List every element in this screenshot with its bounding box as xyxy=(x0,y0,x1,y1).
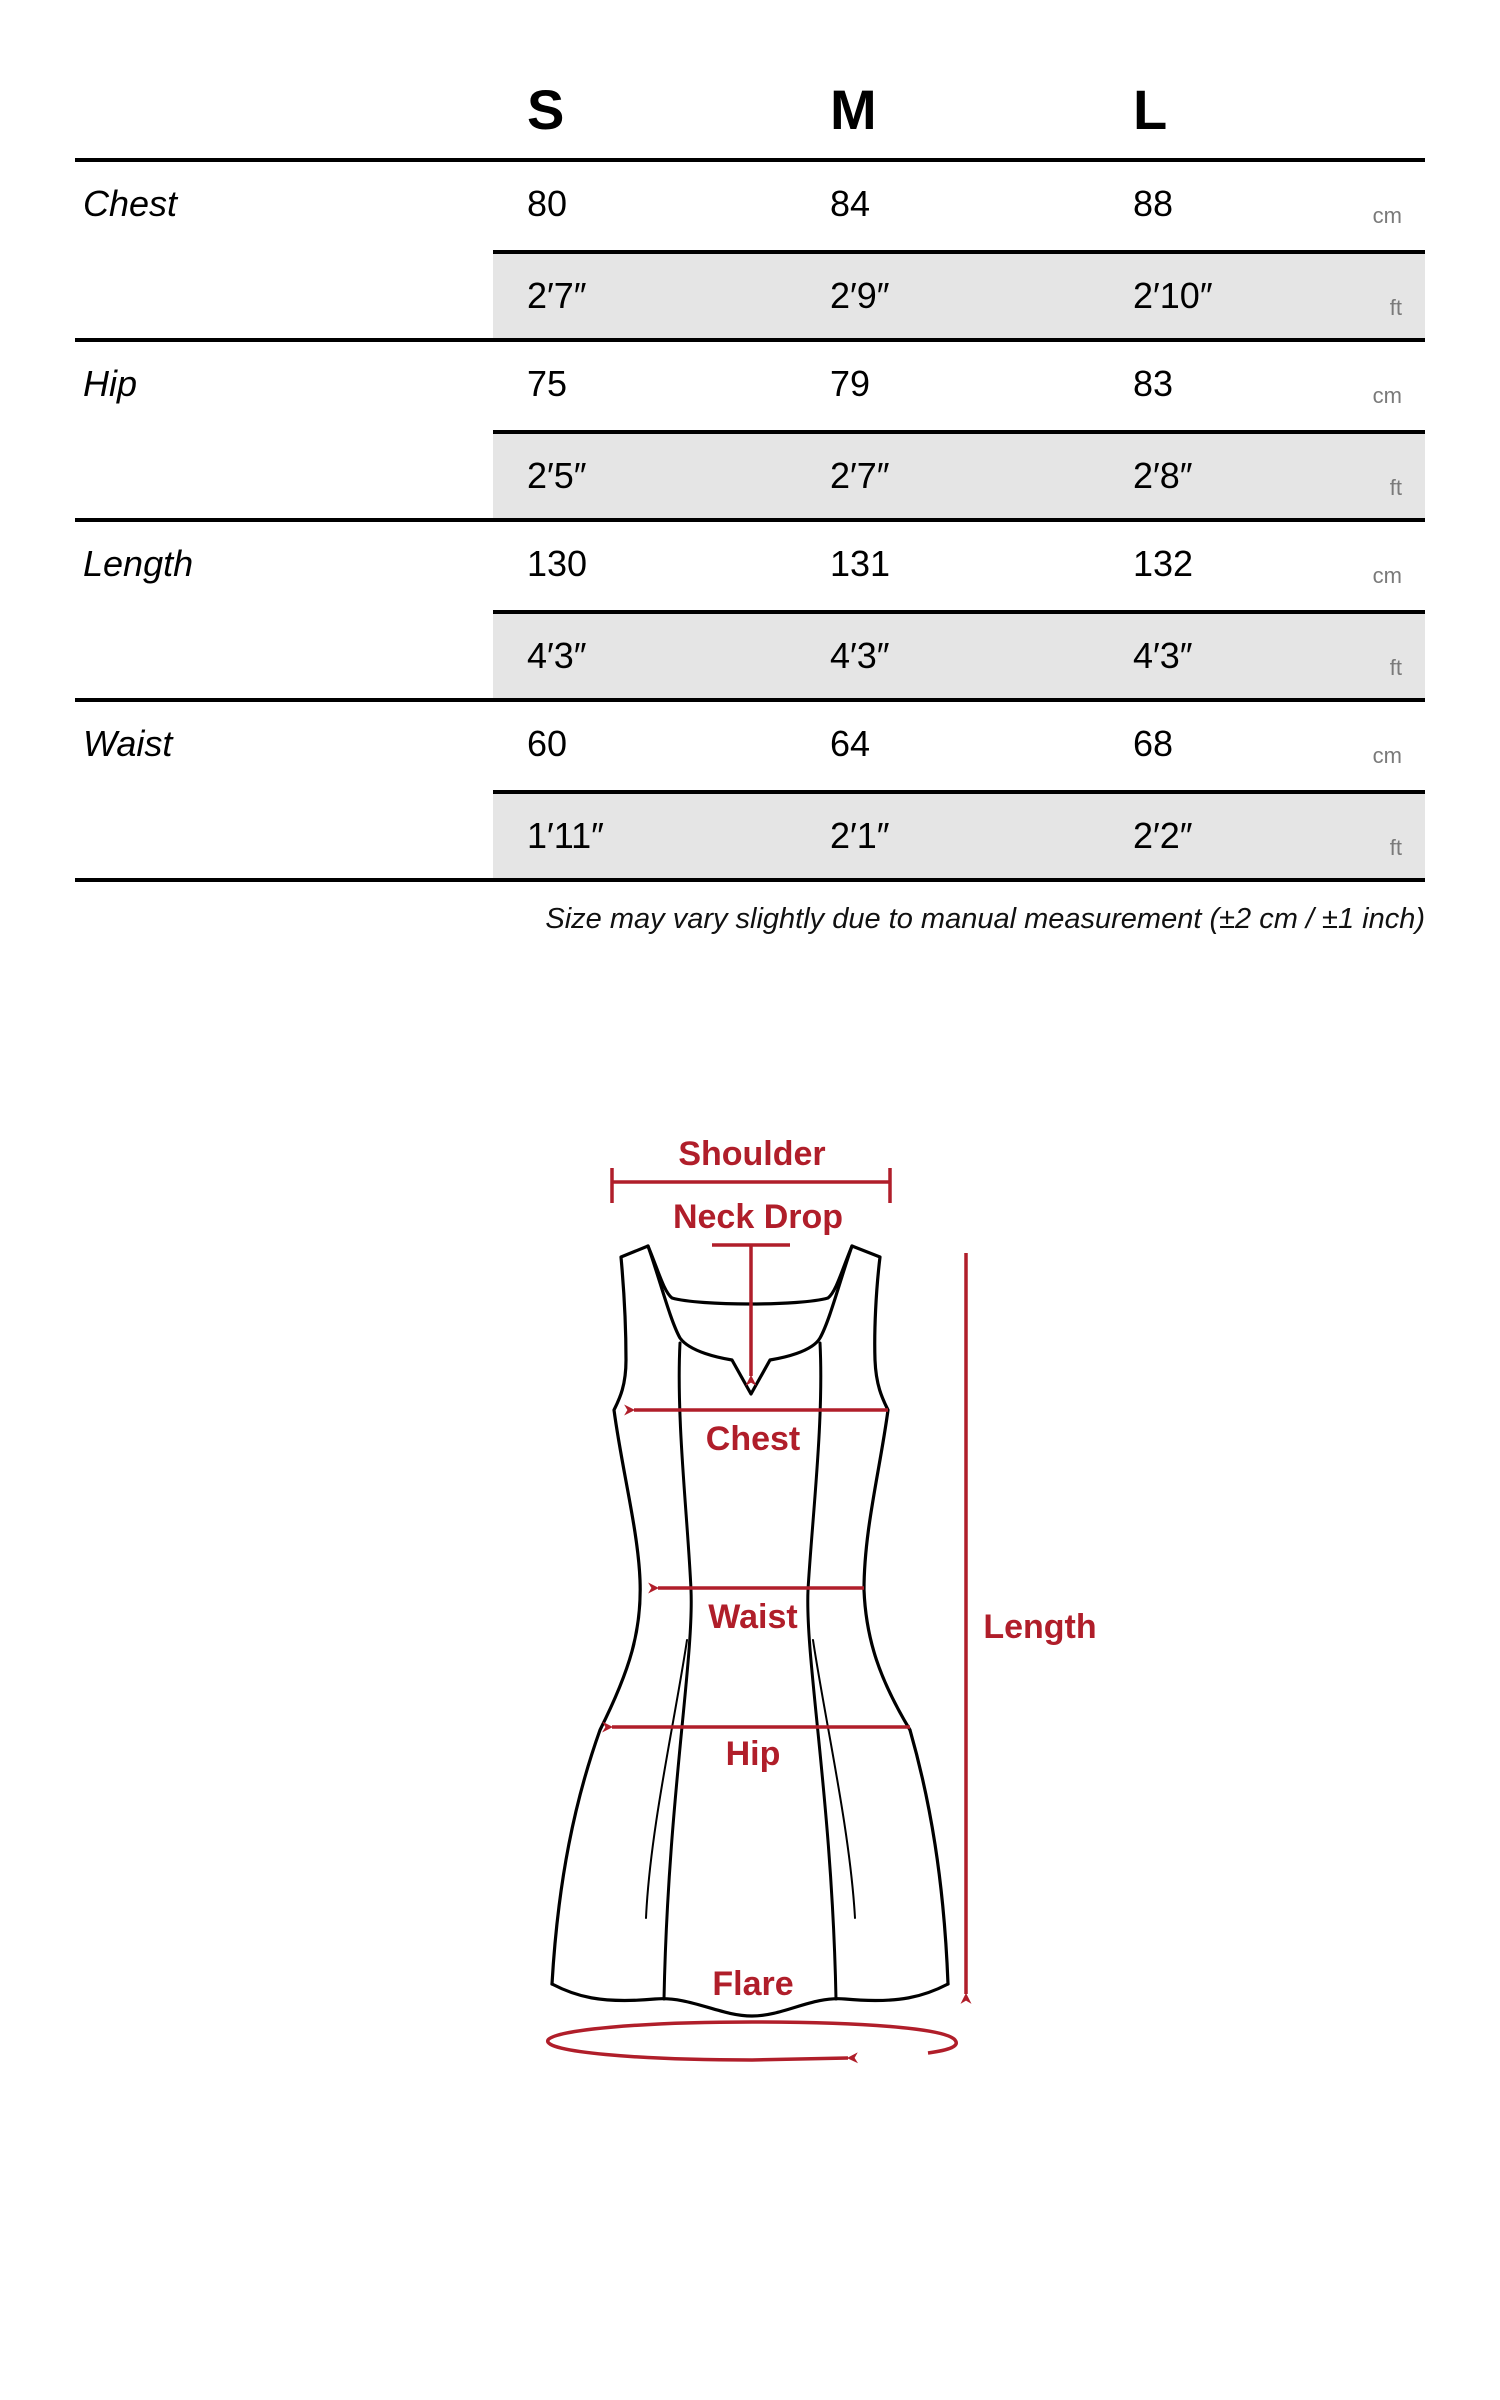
measurement-block-waist xyxy=(75,698,1425,882)
value-m-ft: 2′1″ xyxy=(830,815,890,856)
value-l-cm: 132 xyxy=(1133,543,1194,584)
measurement-footnote: Size may vary slightly due to manual measurement (±2 cm / ±1 inch) xyxy=(545,903,1425,935)
measurement-marks xyxy=(548,1168,966,2060)
unit-label-ft: ft xyxy=(1389,475,1402,500)
ft-row xyxy=(493,610,1425,698)
ft-row xyxy=(493,250,1425,338)
unit-label-cm: cm xyxy=(1372,383,1402,408)
unit-label-ft: ft xyxy=(1389,655,1402,680)
value-m-ft: 2′7″ xyxy=(830,455,890,496)
cm-row xyxy=(75,342,1425,430)
value-l-ft: 2′2″ xyxy=(1133,815,1193,856)
value-s-ft: 2′5″ xyxy=(527,455,587,496)
value-m-cm: 79 xyxy=(830,363,871,404)
measurement-block-chest xyxy=(75,158,1425,338)
cm-row xyxy=(75,522,1425,610)
unit-label-cm: cm xyxy=(1372,563,1402,588)
unit-label-ft: ft xyxy=(1389,835,1402,860)
value-m-cm: 64 xyxy=(830,723,871,764)
dress-outline xyxy=(552,1246,948,2016)
shoulder-label: Shoulder xyxy=(678,1135,826,1173)
value-l-ft: 2′10″ xyxy=(1133,275,1213,316)
cm-row xyxy=(75,702,1425,790)
measurement-block-length xyxy=(75,518,1425,698)
ft-row xyxy=(493,790,1425,878)
measurement-label: Waist xyxy=(83,723,173,764)
unit-label-cm: cm xyxy=(1372,203,1402,228)
value-m-cm: 131 xyxy=(830,543,891,584)
size-header-row xyxy=(75,0,1425,160)
neck-drop-label: Neck Drop xyxy=(672,1198,844,1236)
value-m-ft: 2′9″ xyxy=(830,275,890,316)
chest-label: Chest xyxy=(705,1420,801,1458)
flare-label: Flare xyxy=(712,1965,794,2003)
value-l-ft: 4′3″ xyxy=(1133,635,1193,676)
measurement-block-hip xyxy=(75,338,1425,518)
value-l-cm: 68 xyxy=(1133,723,1174,764)
value-s-ft: 4′3″ xyxy=(527,635,587,676)
value-m-ft: 4′3″ xyxy=(830,635,890,676)
ft-row xyxy=(493,430,1425,518)
value-s-ft: 1′11″ xyxy=(527,815,604,856)
value-l-ft: 2′8″ xyxy=(1133,455,1193,496)
measurement-label: Length xyxy=(83,543,194,584)
size-header-s: S xyxy=(527,78,565,141)
unit-label-cm: cm xyxy=(1372,743,1402,768)
value-l-cm: 83 xyxy=(1133,363,1174,404)
value-l-cm: 88 xyxy=(1133,183,1174,224)
value-s-ft: 2′7″ xyxy=(527,275,587,316)
hip-label: Hip xyxy=(725,1735,781,1773)
size-header-m: M xyxy=(830,78,877,141)
value-s-cm: 130 xyxy=(527,543,588,584)
value-s-cm: 75 xyxy=(527,363,568,404)
cm-row xyxy=(75,162,1425,250)
value-m-cm: 84 xyxy=(830,183,871,224)
measurement-label: Hip xyxy=(83,363,138,404)
size-header-l: L xyxy=(1133,78,1168,141)
value-s-cm: 80 xyxy=(527,183,568,224)
value-s-cm: 60 xyxy=(527,723,568,764)
waist-label: Waist xyxy=(708,1598,798,1636)
flare-ellipse xyxy=(548,2022,957,2060)
measurement-label: Chest xyxy=(83,183,178,224)
unit-label-ft: ft xyxy=(1389,295,1402,320)
length-label: Length xyxy=(983,1608,1097,1646)
